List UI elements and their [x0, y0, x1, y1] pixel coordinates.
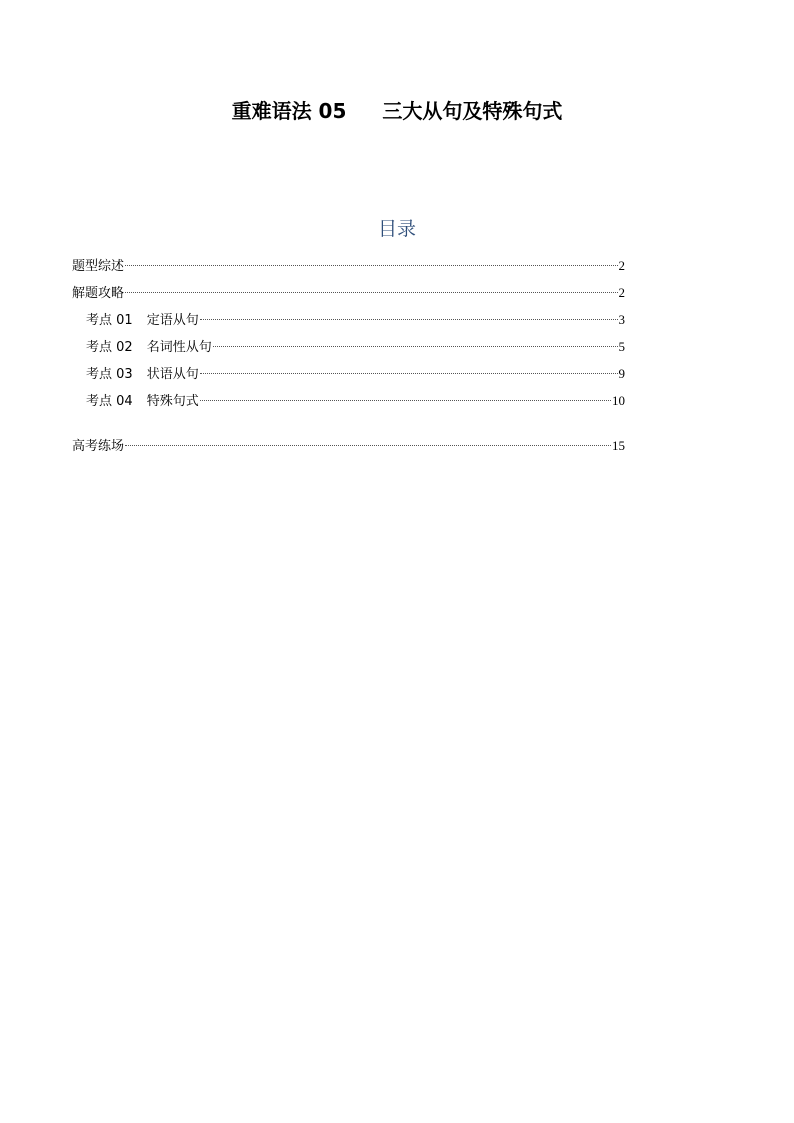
toc-dot-leader: [200, 373, 618, 374]
toc-entry[interactable]: [72, 309, 625, 336]
toc-entry[interactable]: [72, 282, 625, 309]
toc-dot-leader: [125, 265, 617, 266]
toc-entry-label: 定语从句: [146, 313, 199, 328]
toc-entry-label: 高考练场: [72, 439, 125, 454]
toc-dot-leader: [125, 292, 617, 293]
toc-entry-label: 解题攻略: [72, 286, 125, 301]
toc-entry-number: 考点 01: [86, 313, 133, 328]
toc-dot-leader: [213, 346, 618, 347]
toc-entry-page: 15: [612, 438, 625, 453]
toc-entry[interactable]: [72, 336, 625, 363]
toc-entry-number: 考点 04: [86, 394, 133, 409]
toc-entry[interactable]: [72, 363, 625, 390]
toc-entry-label: 名词性从句: [146, 340, 212, 355]
toc-entry-number: 考点 03: [86, 367, 133, 382]
toc-dot-leader: [200, 319, 618, 320]
toc-entry-page: 10: [612, 393, 625, 408]
toc-entry-page: 5: [618, 339, 625, 354]
table-of-contents: [72, 255, 625, 462]
toc-entry-number: 考点 02: [86, 340, 133, 355]
toc-entry[interactable]: [72, 435, 625, 462]
toc-entry-label: 题型综述: [72, 259, 125, 274]
toc-entry[interactable]: [72, 255, 625, 282]
toc-entry-label: 特殊句式: [146, 394, 199, 409]
toc-entry-page: 2: [618, 285, 625, 300]
toc-dot-leader: [125, 445, 611, 446]
title-main: 三大从句及特殊句式: [382, 99, 563, 123]
document-title: [0, 96, 794, 126]
title-prefix: 重难语法 05: [231, 99, 347, 123]
toc-entry-page: 3: [618, 312, 625, 327]
toc-entry-page: 2: [618, 258, 625, 273]
toc-entry[interactable]: [72, 390, 625, 417]
toc-dot-leader: [200, 400, 611, 401]
toc-entry-page: 9: [618, 366, 625, 381]
toc-heading: 目录: [377, 218, 416, 240]
toc-entry-label: 状语从句: [146, 367, 199, 382]
